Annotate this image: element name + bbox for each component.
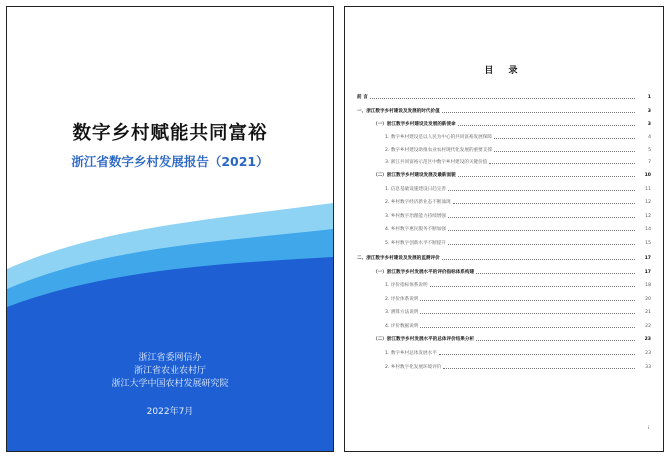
toc-leader-dots <box>476 273 635 274</box>
toc-entry-text: 2. 评价体系说明 <box>385 296 419 302</box>
toc-entry-page: 15 <box>645 240 651 246</box>
toc-entry-text: 3. 浙江共同富裕示范区中数字乡村建设的关键价值 <box>385 160 488 165</box>
publisher-2: 浙江省农业农村厅 <box>133 366 206 376</box>
toc-entry-text: （一）浙江数字乡村建设及发展的新使命 <box>373 122 456 127</box>
toc-leader-dots <box>494 151 635 152</box>
toc-entry-page: 23 <box>644 337 651 342</box>
toc-entry[interactable] <box>385 131 664 140</box>
cover-title: 数字乡村赋能共同富裕 <box>72 123 268 144</box>
toc-entry-text: 4. 乡村数字惠民服务不断加强 <box>385 227 446 232</box>
toc-entry-page: 11 <box>645 186 651 192</box>
toc-entry[interactable] <box>385 196 664 205</box>
toc-leader-dots <box>439 354 635 355</box>
toc-entry-text: （二）浙江数字乡村发展水平的总体评价结果分析 <box>373 337 475 342</box>
toc-title: 目 录 <box>484 66 524 76</box>
toc-entry[interactable] <box>373 333 664 342</box>
toc-entry-page: 18 <box>645 283 651 288</box>
toc-leader-dots <box>442 259 635 260</box>
toc-leader-dots <box>476 340 635 341</box>
toc-entry-text: （一）浙江数字乡村发展水平的评价指标体系构建 <box>373 269 475 275</box>
toc-leader-dots <box>442 112 635 113</box>
toc-entry[interactable] <box>373 266 664 275</box>
toc-entry-page: 21 <box>645 310 651 315</box>
toc-leader-dots <box>453 203 635 204</box>
toc-entry-page: 12 <box>645 213 651 219</box>
toc-entry[interactable] <box>373 118 664 127</box>
publisher-3: 浙江大学中国农村发展研究院 <box>111 379 229 389</box>
toc-entry-page: 17 <box>644 269 651 275</box>
toc-leader-dots <box>448 244 635 245</box>
toc-entry-text: 3. 乡村数字治理能力持续增强 <box>385 213 446 219</box>
table-of-contents-page <box>344 6 664 452</box>
toc-leader-dots <box>420 313 635 314</box>
toc-entry-page: 14 <box>645 227 651 232</box>
toc-leader-dots <box>458 176 635 177</box>
toc-entry-page: 7 <box>648 160 651 165</box>
toc-entry-page: 20 <box>645 296 651 302</box>
toc-leader-dots <box>458 125 635 126</box>
toc-entry-text: 一、浙江数字乡村建设及发展的时代价值 <box>357 109 440 114</box>
toc-entry-page: 10 <box>644 172 651 178</box>
publisher-list <box>7 352 333 391</box>
toc-entry[interactable] <box>385 183 664 192</box>
toc-leader-dots <box>448 190 635 191</box>
toc-leader-dots <box>443 368 635 369</box>
toc-entry-page: 22 <box>645 323 651 329</box>
toc-entry[interactable] <box>385 144 664 153</box>
toc-entry-text: 1. 评价指标体系说明 <box>385 283 428 288</box>
toc-entry-text: 2. 数字乡村建设助推农业农村现代化发展的重要支撑 <box>385 147 492 153</box>
toc-leader-dots <box>420 327 635 328</box>
toc-entry-text: 1. 数字乡村总体发展水平 <box>385 351 437 356</box>
cover-subtitle: 浙江省数字乡村发展报告（2021） <box>71 154 269 169</box>
toc-entry-text: 1. 信息基础设施建设日趋完善 <box>385 186 446 192</box>
toc-leader-dots <box>430 286 635 287</box>
toc-entry-text: 1. 数字乡村建设是以人民为中心的共同富裕发展保障 <box>385 135 492 140</box>
publisher-1: 浙江省委网信办 <box>138 353 202 363</box>
toc-leader-dots <box>489 163 635 164</box>
toc-leader-dots <box>448 217 635 218</box>
toc-entry-text: 4. 评价数据说明 <box>385 323 419 329</box>
toc-entry-page: 4 <box>648 135 651 140</box>
page-number: i <box>647 426 649 431</box>
toc-entry[interactable] <box>385 347 664 356</box>
toc-entry-text: 二、浙江数字乡村建设及发展的监测评价 <box>357 255 440 261</box>
toc-entry-page: 23 <box>645 351 651 356</box>
toc-entry[interactable] <box>385 237 664 246</box>
toc-entry-page: 3 <box>647 122 651 127</box>
toc-entry[interactable] <box>385 361 664 370</box>
toc-entry[interactable] <box>373 169 664 178</box>
toc-entry[interactable] <box>357 252 664 261</box>
toc-entry[interactable] <box>385 223 664 232</box>
toc-entry-text: （二）浙江数字乡村建设发展及最新面貌 <box>373 172 456 178</box>
toc-entry[interactable] <box>385 306 664 315</box>
toc-leader-dots <box>448 230 635 231</box>
toc-entry-text: 5. 乡村数字创新水平不断提升 <box>385 240 446 246</box>
publication-date: 2022年7月 <box>146 407 194 417</box>
toc-entry-page: 3 <box>647 109 651 114</box>
toc-entry-page: 12 <box>645 200 651 205</box>
toc-entry[interactable] <box>357 91 664 100</box>
toc-entry-text: 2. 乡村数字经济新业态不断涌现 <box>385 200 451 205</box>
toc-entry[interactable] <box>385 156 664 165</box>
toc-entry-text: 前 言 <box>357 95 368 100</box>
toc-leader-dots <box>370 98 635 99</box>
toc-entry-text: 2. 乡村数字化发展环境评价 <box>385 364 442 370</box>
toc-entry[interactable] <box>357 105 664 114</box>
toc-entry-page: 33 <box>645 364 651 370</box>
toc-entry-page: 1 <box>647 95 651 100</box>
toc-leader-dots <box>420 300 635 301</box>
toc-leader-dots <box>494 138 635 139</box>
toc-entry[interactable] <box>385 279 664 288</box>
toc-entry[interactable] <box>385 293 664 302</box>
toc-entry[interactable] <box>385 320 664 329</box>
report-cover-page <box>6 6 334 452</box>
toc-entry-page: 5 <box>648 147 651 153</box>
toc-entry-text: 3. 测算方法说明 <box>385 310 419 315</box>
toc-entry[interactable] <box>385 210 664 219</box>
toc-entry-page: 17 <box>644 255 651 261</box>
